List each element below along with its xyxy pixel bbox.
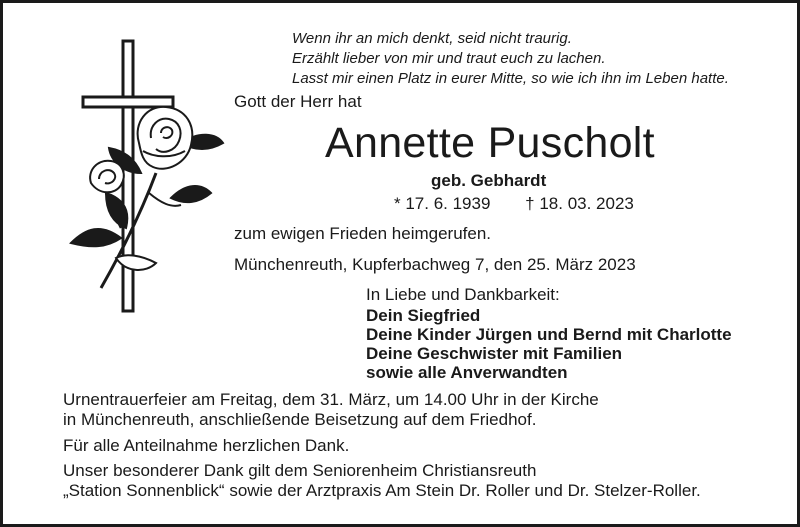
peace-text: zum ewigen Frieden heimgerufen.: [234, 224, 492, 243]
place-and-date: Münchenreuth, Kupferbachweg 7, den 25. März 2023: [234, 255, 636, 274]
roses-icon: [71, 107, 223, 288]
funeral-line: Urnentrauerfeier am Freitag, dem 31. März, um 14.00 Uhr in der Kirche: [63, 390, 599, 409]
funeral-info: [63, 390, 599, 430]
maiden-name: geb. Gebhardt: [431, 171, 547, 190]
birth-date: * 17. 6. 1939: [394, 194, 491, 213]
gratitude-text: Für alle Anteilnahme herzlichen Dank.: [63, 436, 350, 455]
special-thanks-line: Unser besonderer Dank gilt dem Seniorenheim Christiansreuth: [63, 461, 537, 480]
poem-line: Erzählt lieber von mir und traut euch zu lachen.: [292, 50, 606, 67]
intro-text: Gott der Herr hat: [234, 92, 362, 111]
family-member: Deine Kinder Jürgen und Bernd mit Charlotte: [366, 325, 732, 344]
funeral-line: in Münchenreuth, anschließende Beisetzung auf dem Friedhof.: [63, 410, 537, 429]
poem-line: Lasst mir einen Platz in eurer Mitte, so wie ich ihn im Leben hatte.: [292, 70, 729, 87]
cross-with-roses-artwork: [61, 33, 231, 323]
life-dates: [394, 194, 634, 214]
family-member: Dein Siegfried: [366, 306, 481, 325]
poem-line: Wenn ihr an mich denkt, seid nicht traurig.: [292, 30, 572, 47]
family-member: sowie alle Anverwandten: [366, 363, 568, 382]
death-date: † 18. 03. 2023: [525, 194, 634, 213]
family-member: Deine Geschwister mit Familien: [366, 344, 623, 363]
thanks-intro: In Liebe und Dankbarkeit:: [366, 285, 560, 304]
special-thanks: [63, 461, 701, 501]
memorial-poem: [292, 29, 729, 89]
deceased-name: Annette Puscholt: [325, 119, 655, 167]
special-thanks-line: „Station Sonnenblick“ sowie der Arztpraxis Am Stein Dr. Roller und Dr. Stelzer-Roller.: [63, 481, 701, 500]
family-list: [366, 306, 732, 382]
